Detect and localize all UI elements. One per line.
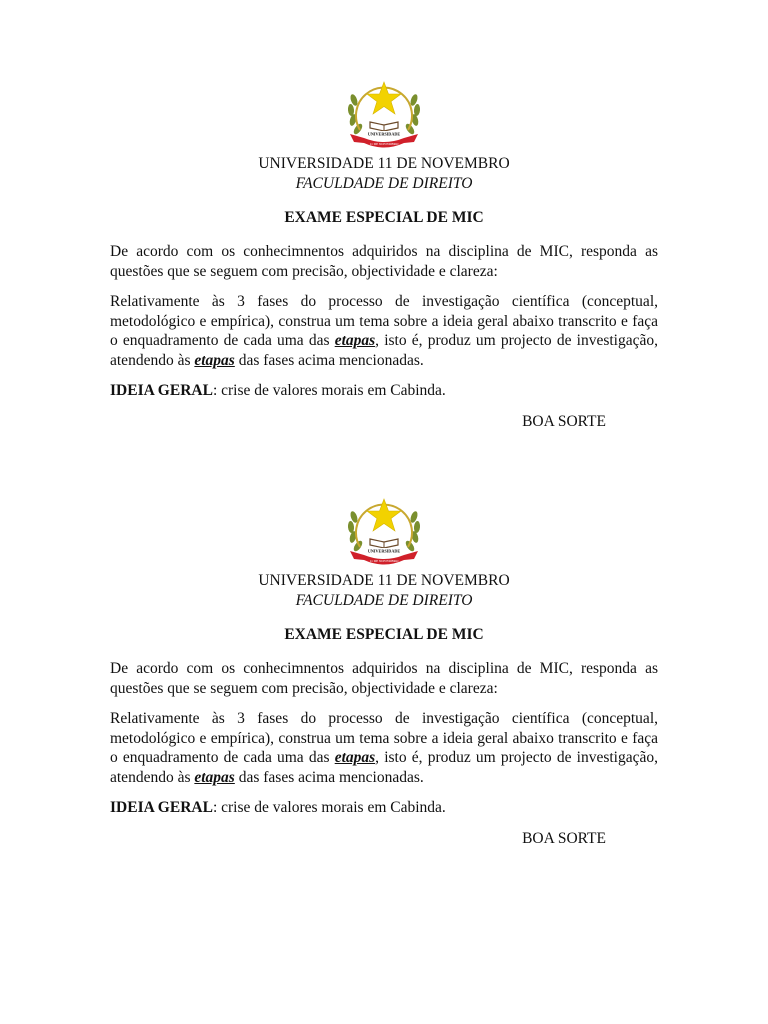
university-name: UNIVERSIDADE 11 DE NOVEMBRO — [258, 155, 510, 172]
closing-wish: BOA SORTE — [522, 829, 606, 847]
seal-banner-text: UNIVERSIDADE — [367, 548, 401, 554]
task-emphasis-etapas: etapas — [334, 749, 376, 766]
exam-task — [110, 292, 658, 370]
general-idea-label: IDEIA GERAL — [110, 799, 213, 816]
exam-task — [110, 709, 658, 787]
exam-title: EXAME ESPECIAL DE MIC — [284, 209, 484, 226]
task-text-part3: das fases acima mencionadas. — [234, 351, 424, 369]
seal-ribbon-text: 11 DE NOVEMBRO — [369, 142, 399, 146]
general-idea-text: : crise de valores morais em Cabinda. — [212, 799, 446, 816]
closing-wish: BOA SORTE — [522, 412, 606, 430]
university-seal-icon — [342, 487, 426, 571]
task-text-part1: Relativamente às 3 fases do processo de investigação científica (conceptual, metodológico e empírica), construa um tema sobre a ideia geral abaixo transcrito e faça o enquadramento de cada uma das — [110, 293, 658, 349]
university-name: UNIVERSIDADE 11 DE NOVEMBRO — [258, 572, 510, 589]
seal-banner-text: UNIVERSIDADE — [367, 131, 401, 137]
task-text-part2: , isto é, produz um projecto de investigação, atendendo às — [110, 749, 658, 786]
general-idea — [110, 381, 658, 401]
faculty-name: FACULDADE DE DIREITO — [295, 175, 473, 192]
seal-ribbon-text: 11 DE NOVEMBRO — [369, 559, 399, 563]
task-emphasis-etapas: etapas — [194, 768, 235, 786]
exam-sheet-top — [110, 70, 658, 432]
exam-sheet-bottom — [110, 487, 658, 849]
exam-title: EXAME ESPECIAL DE MIC — [284, 626, 484, 643]
faculty-name: FACULDADE DE DIREITO — [295, 592, 473, 609]
general-idea-text: : crise de valores morais em Cabinda. — [212, 382, 446, 399]
logo-container — [110, 70, 658, 154]
exam-instructions: De acordo com os conhecimnentos adquiridos na disciplina de MIC, responda as questões que se seguem com precisão, objectividade e clareza: — [110, 243, 658, 280]
task-text-part3: das fases acima mencionadas. — [234, 768, 424, 786]
general-idea-label: IDEIA GERAL — [110, 382, 213, 399]
task-emphasis-etapas: etapas — [194, 351, 235, 369]
task-text-part2: , isto é, produz um projecto de investigação, atendendo às — [110, 332, 658, 369]
university-seal-icon — [342, 70, 426, 154]
general-idea — [110, 798, 658, 818]
exam-instructions: De acordo com os conhecimnentos adquiridos na disciplina de MIC, responda as questões que se seguem com precisão, objectividade e clareza: — [110, 660, 658, 697]
task-emphasis-etapas: etapas — [334, 332, 376, 349]
task-text-part1: Relativamente às 3 fases do processo de investigação científica (conceptual, metodológico e empírica), construa um tema sobre a ideia geral abaixo transcrito e faça o enquadramento de cada uma das — [110, 710, 658, 766]
logo-container — [110, 487, 658, 571]
